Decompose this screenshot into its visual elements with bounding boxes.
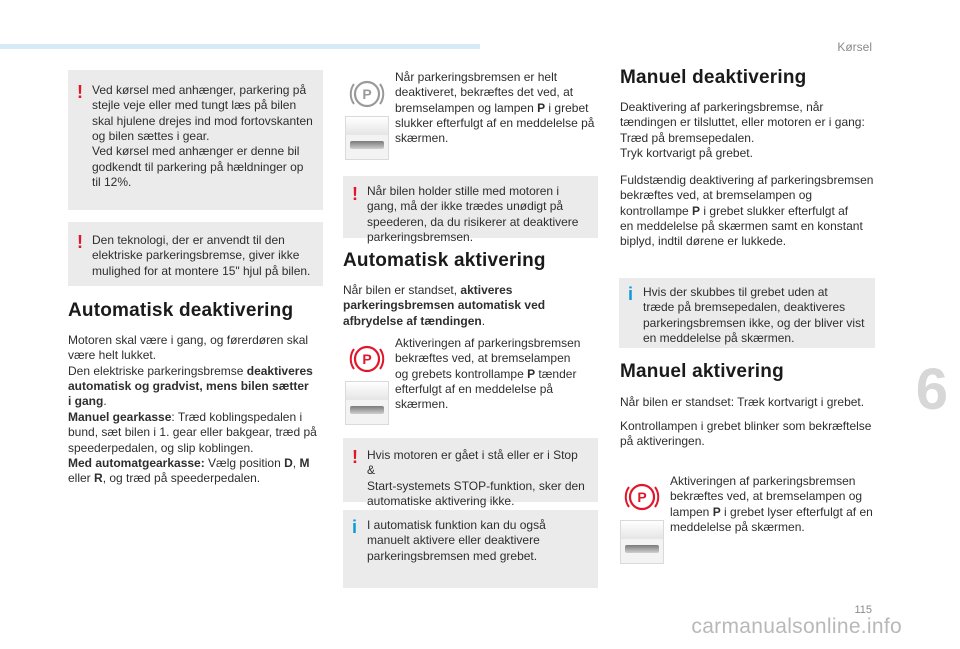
heading-automatic-release: Automatisk deaktivering bbox=[68, 300, 294, 321]
warning-icon: ! bbox=[77, 82, 83, 102]
info-box-no-brake-pedal bbox=[619, 278, 875, 348]
info-text: Hvis der skubbes til grebet uden at træde på bremsepedalen, deaktiveres parkeringsbremsen ikke, og der bliver vist en meddelelse på skærmen. bbox=[643, 285, 865, 346]
warning-box-stop-start bbox=[343, 438, 598, 509]
manual-apply-confirm-text: Aktiveringen af parkeringsbremsen bekræftes ved, at bremselampen og lampen P i grebet lyser efterfulgt af en meddelelse på skærmen. bbox=[670, 474, 873, 535]
parking-brake-on-icon bbox=[624, 479, 660, 515]
warning-text: Hvis motoren er gået i stå eller er i Stop & Start-systemets STOP-funktion, sker den automatiske aktivering ikke. bbox=[367, 448, 585, 509]
warning-icon: ! bbox=[352, 447, 358, 467]
info-box-manual-override bbox=[343, 510, 598, 588]
apply-confirm-text: Aktiveringen af parkeringsbremsen bekræftes ved, at bremselampen og grebets kontrollampe P tænder efterfulgt af en meddelelse på skærmen. bbox=[395, 336, 581, 412]
chapter-number: 6 bbox=[915, 357, 948, 422]
display-screen-image bbox=[345, 116, 389, 160]
page-number: 115 bbox=[854, 604, 872, 616]
automatic-apply-intro: Når bilen er standset, aktiveres parkeringsbremsen automatisk ved afbrydelse af tændingen. bbox=[343, 283, 546, 328]
heading-manual-release: Manuel deaktivering bbox=[620, 67, 807, 88]
warning-icon: ! bbox=[352, 184, 358, 204]
watermark: carmanualsonline.info bbox=[691, 615, 902, 638]
heading-manual-apply: Manuel aktivering bbox=[620, 361, 784, 382]
warning-text: Ved kørsel med anhænger, parkering på stejle veje eller med tungt læs på bilen skal hjulene drejes ind mod fortovskanten og bilen sættes i gear. Ved kørsel med anhænger er denne bil godkendt til parkering på hældninger op til 12%. bbox=[92, 83, 313, 190]
warning-text: Den teknologi, der er anvendt til den elektriske parkeringsbremse, giver ikke mulighed for at montere 15" hjul på bilen. bbox=[92, 233, 311, 278]
warning-box-trailer bbox=[68, 70, 323, 210]
svg-text:P: P bbox=[362, 86, 372, 102]
manual-release-confirm-text: Fuldstændig deaktivering af parkeringsbremsen bekræftes ved, at bremselampen og kontrollampe P i grebet slukker efterfulgt af en meddelelse på skærmen samt en konstant biplyd, indtil dørene er lukkede. bbox=[620, 173, 874, 249]
manual-apply-indicator-text: Kontrollampen i grebet blinker som bekræftelse på aktiveringen. bbox=[620, 419, 872, 449]
warning-icon: ! bbox=[77, 232, 83, 252]
manual-apply-instruction: Når bilen er standset: Træk kortvarigt i grebet. bbox=[620, 395, 865, 409]
header-accent-bar bbox=[0, 44, 480, 49]
warning-box-wheels bbox=[68, 222, 323, 286]
automatic-release-text: Motoren skal være i gang, og førerdøren skal være helt lukket. Den elektriske parkeringsbremse deaktiveres automatisk og gradvist, mens bilen sætter i gang. Manuel gearkasse: Træd koblingspedalen i bund, sæt bilen i 1. gear eller bakgear, træd på speederpedalen, og slip koblingen. Med automatgearkasse: Vælg position D, M eller R, og træd på speederpedalen. bbox=[68, 333, 317, 486]
heading-automatic-apply: Automatisk aktivering bbox=[343, 250, 546, 271]
manual-release-text: Deaktivering af parkeringsbremse, når tændingen er tilsluttet, eller motoren er i gang: Træd på bremsepedalen. Tryk kortvarigt på grebet. bbox=[620, 100, 865, 161]
warning-box-accelerator bbox=[343, 176, 598, 245]
info-icon: i bbox=[628, 284, 634, 304]
info-icon: i bbox=[352, 517, 358, 537]
svg-text:P: P bbox=[362, 351, 372, 367]
section-title: Kørsel bbox=[837, 40, 872, 54]
parking-brake-off-icon bbox=[349, 76, 385, 112]
parking-brake-on-icon bbox=[349, 341, 385, 377]
svg-text:P: P bbox=[637, 489, 647, 505]
display-screen-image bbox=[620, 520, 664, 564]
display-screen-image bbox=[345, 381, 389, 425]
info-text: I automatisk funktion kan du også manuelt aktivere eller deaktivere parkeringsbremsen med grebet. bbox=[367, 518, 546, 563]
release-confirm-text: Når parkeringsbremsen er helt deaktiveret, bekræftes det ved, at bremselampen og lampen P i grebet slukker efterfulgt af en meddelelse på skærmen. bbox=[395, 70, 595, 146]
warning-text: Når bilen holder stille med motoren i gang, må der ikke trædes unødigt på speederen, da du risikerer at deaktivere parkeringsbremsen. bbox=[367, 184, 579, 245]
